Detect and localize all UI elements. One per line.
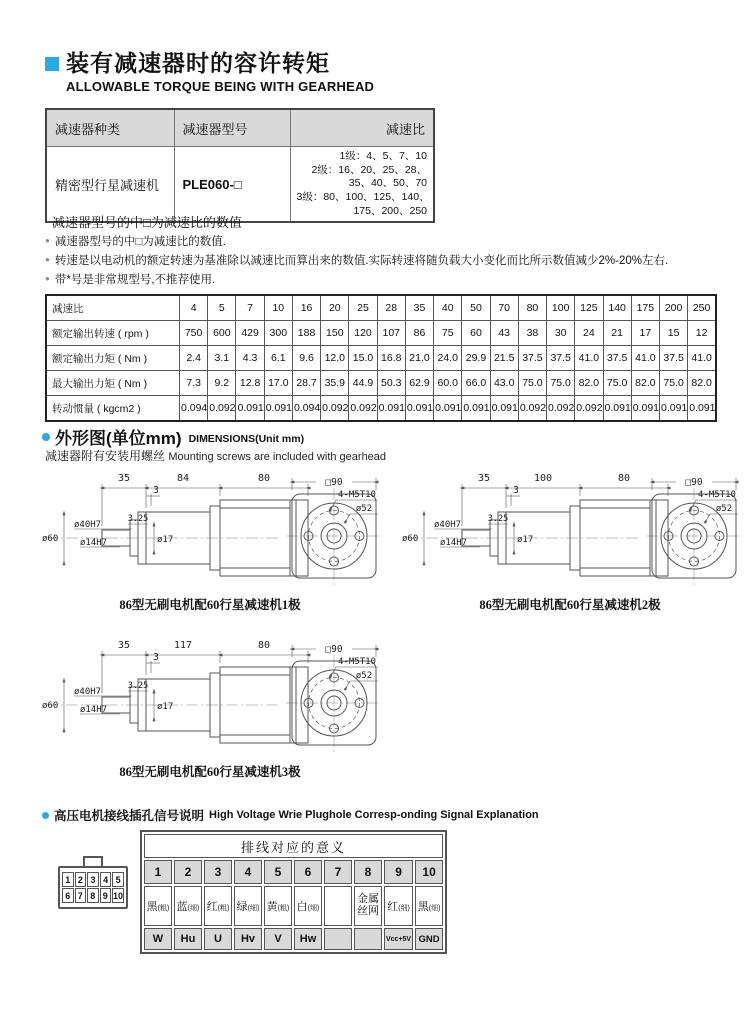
wire-thickness-note: (粗): [157, 905, 170, 912]
spec-value-cell: 80: [518, 295, 546, 321]
signal-cell: U: [204, 928, 232, 950]
wire-color-cell: [144, 886, 172, 926]
dia-pilot-label: ø40H7: [434, 520, 462, 530]
gearhead-model-cell: PLE060-□: [174, 147, 290, 223]
signal-cell: Hu: [174, 928, 202, 950]
centerlines: [406, 488, 740, 586]
wiring-section-heading: [42, 806, 539, 824]
connector-diagram: [58, 856, 128, 909]
note-item: [45, 233, 668, 252]
wire-color-cell: [354, 886, 382, 926]
pin-number-cell: 4: [234, 860, 262, 884]
dia-housing-label: ø60: [42, 534, 59, 544]
pin-number-cell: 8: [354, 860, 382, 884]
spec-value-cell: 50: [462, 295, 490, 321]
drawing-3-stage: [40, 633, 380, 780]
signal-row: [144, 928, 443, 950]
spec-value-cell: 41.0: [575, 346, 603, 371]
dimension-labels: [402, 473, 736, 548]
spec-value-cell: 28.7: [292, 371, 320, 396]
spec-value-cell: 7.3: [180, 371, 208, 396]
spec-row-ratio: [46, 295, 716, 321]
spec-row-rated-torque: [46, 346, 716, 371]
bullet-icon: ●: [45, 236, 50, 245]
col-header-type: 减速器种类: [46, 109, 174, 147]
dimension-drawing-3: [40, 633, 380, 759]
dimension-labels: [42, 640, 376, 715]
dia-output-label: ø17: [157, 535, 174, 545]
signal-cell: Hw: [294, 928, 322, 950]
dimensions-title-en: DIMENSIONS(Unit mm): [188, 432, 305, 445]
spec-value-cell: 0.091: [434, 396, 462, 422]
connector-pin: 6: [62, 888, 74, 903]
spec-value-cell: 0.092: [575, 396, 603, 422]
spec-value-cell: 37.5: [659, 346, 687, 371]
note-text: 带*号是非常规型号,不推荐使用.: [54, 274, 216, 286]
gearhead-model-table: [45, 108, 435, 223]
dia-shaft-label: ø14H7: [440, 538, 468, 548]
spec-value-cell: 0.091: [688, 396, 716, 422]
wire-thickness-note: (细): [187, 905, 200, 912]
wire-color-cell: [264, 886, 292, 926]
col-header-model: 减速器型号: [174, 109, 290, 147]
spec-value-cell: 0.092: [518, 396, 546, 422]
pin-number-cell: 1: [144, 860, 172, 884]
connector-tab: [83, 856, 103, 866]
spec-value-cell: 150: [321, 321, 349, 346]
spec-value-cell: 75.0: [603, 371, 631, 396]
spec-value-cell: 0.092: [547, 396, 575, 422]
wire-color-label: 红: [206, 901, 218, 913]
connector-pin: 4: [100, 872, 112, 887]
signal-cell: [354, 928, 382, 950]
ratio-line: 35、40、50、70: [348, 177, 427, 190]
wire-color-label: 白: [296, 901, 308, 913]
ratio-line: 2级：16、20、25、28、: [311, 163, 427, 176]
spec-value-cell: 21: [603, 321, 631, 346]
spec-row-label: 额定输出转速 ( rpm ): [46, 321, 180, 346]
spec-value-cell: 66.0: [462, 371, 490, 396]
wire-color-label: 黄: [266, 901, 278, 913]
square-size-label: □90: [325, 644, 343, 655]
ratio-line: 175、200、250: [353, 204, 427, 217]
spec-value-cell: 12.0: [321, 346, 349, 371]
square-size-label: □90: [325, 477, 343, 488]
dim-front-label: 35: [117, 473, 131, 484]
note-text: 转速是以电动机的额定转速为基准除以减速比而算出来的数值.实际转速将随负载大小变化而比所示数值减少2%-20%左右.: [54, 255, 669, 267]
dim-front-label: 35: [477, 473, 491, 484]
drawing-2-stage: [400, 466, 740, 613]
signal-cell: [324, 928, 352, 950]
dim-shaft-len-label: 3.25: [487, 514, 509, 524]
signal-cell: W: [144, 928, 172, 950]
dia-shaft-label: ø14H7: [80, 705, 108, 715]
spec-value-cell: 188: [292, 321, 320, 346]
spec-value-cell: 75.0: [547, 371, 575, 396]
spec-value-cell: 4: [180, 295, 208, 321]
spec-value-cell: 140: [603, 295, 631, 321]
spec-value-cell: 75.0: [518, 371, 546, 396]
dia-pilot-label: ø40H7: [74, 687, 102, 697]
spec-value-cell: 12: [688, 321, 716, 346]
dim-shaft-len-label: 3.25: [127, 514, 149, 524]
pin-number-cell: 5: [264, 860, 292, 884]
ratio-line: 3级：80、100、125、140、: [296, 190, 430, 203]
spec-value-cell: 7: [236, 295, 264, 321]
connector-body: [58, 866, 128, 909]
note-text: 减速器型号的中□为减速比的数值.: [54, 236, 226, 248]
wire-color-cell: [204, 886, 232, 926]
spec-value-cell: 75.0: [659, 371, 687, 396]
dia-output-label: ø17: [157, 702, 174, 712]
dia-output-label: ø17: [517, 535, 534, 545]
wire-color-cell: [415, 886, 443, 926]
dim-body-label: 100: [533, 473, 553, 484]
dia-shaft-label: ø14H7: [80, 538, 108, 548]
spec-value-cell: 43.0: [490, 371, 518, 396]
spec-value-cell: 175: [631, 295, 659, 321]
dim-motor-label: 80: [257, 640, 271, 651]
wire-color-label: 黑: [417, 901, 429, 913]
blue-dot-icon: [42, 812, 49, 819]
wire-color-cell: [384, 886, 413, 926]
connector-pin: 2: [75, 872, 87, 887]
wiring-title-en: High Voltage Wrie Plughole Corresp-onding Signal Explanation: [209, 809, 539, 821]
spec-value-cell: 60.0: [434, 371, 462, 396]
spec-value-cell: 0.091: [264, 396, 292, 422]
title-block: [45, 50, 374, 94]
spec-value-cell: 37.5: [547, 346, 575, 371]
connector-pin: 5: [112, 872, 124, 887]
wiring-table-title: 排线对应的意义: [144, 834, 443, 858]
spec-value-cell: 0.091: [236, 396, 264, 422]
dia-pilot-label: ø40H7: [74, 520, 102, 530]
spec-value-cell: 24: [575, 321, 603, 346]
dimensions-title-cn: 外形图(单位mm): [55, 429, 182, 448]
spec-value-cell: 6.1: [264, 346, 292, 371]
pin-number-cell: 7: [324, 860, 352, 884]
spec-value-cell: 0.091: [490, 396, 518, 422]
spec-value-cell: 37.5: [603, 346, 631, 371]
spec-row-rated-speed: [46, 321, 716, 346]
signal-cell: Hv: [234, 928, 262, 950]
dim-motor-label: 80: [617, 473, 631, 484]
spec-value-cell: 12.8: [236, 371, 264, 396]
wire-color-cell: [294, 886, 322, 926]
dimension-labels: [42, 473, 376, 548]
spec-value-cell: 3.1: [208, 346, 236, 371]
square-size-label: □90: [685, 477, 703, 488]
dim-step-label: 3: [512, 485, 520, 496]
spec-value-cell: 10: [264, 295, 292, 321]
spec-value-cell: 0.091: [405, 396, 433, 422]
spec-value-cell: 35.9: [321, 371, 349, 396]
bolt-spec-label: 4-M5T10: [698, 490, 736, 500]
connector-row-bottom: [62, 888, 124, 903]
torque-spec-table: [45, 294, 717, 422]
wire-thickness-note: (粗): [217, 905, 230, 912]
spec-value-cell: 120: [349, 321, 377, 346]
wire-thickness-note: (粗): [277, 905, 290, 912]
dim-body-label: 117: [173, 640, 193, 651]
wire-color-cell: [324, 886, 352, 926]
pin-number-cell: 3: [204, 860, 232, 884]
col-header-ratio: 减速比: [290, 109, 434, 147]
table-row: [46, 147, 434, 223]
spec-value-cell: 35: [405, 295, 433, 321]
blue-dot-icon: [42, 433, 50, 441]
spec-value-cell: 200: [659, 295, 687, 321]
wiring-table: [140, 830, 447, 954]
spec-value-cell: 0.091: [603, 396, 631, 422]
pin-number-row: [144, 860, 443, 884]
spec-value-cell: 429: [236, 321, 264, 346]
page-title-en: ALLOWABLE TORQUE BEING WITH GEARHEAD: [66, 78, 375, 94]
drawing-caption: 86型无刷电机配60行星减速机1极: [119, 598, 301, 612]
wire-thickness-note: (细): [428, 905, 441, 912]
spec-value-cell: 38: [518, 321, 546, 346]
spec-row-label: 转动惯量 ( kgcm2 ): [46, 396, 180, 422]
wiring-title-cn: 高压电机接线插孔信号说明: [54, 809, 205, 823]
drawing-caption: 86型无刷电机配60行星减速机3极: [119, 765, 301, 779]
spec-value-cell: 21.0: [405, 346, 433, 371]
pin-number-cell: 6: [294, 860, 322, 884]
drawing-caption: 86型无刷电机配60行星减速机2极: [479, 598, 661, 612]
note-item: [45, 271, 668, 290]
connector-pin: 7: [75, 888, 87, 903]
wire-color-label: 红: [387, 901, 399, 913]
spec-row-max-torque: [46, 371, 716, 396]
spec-value-cell: 250: [688, 295, 716, 321]
bullet-icon: ●: [45, 255, 50, 264]
spec-row-label: 额定输出力矩 ( Nm ): [46, 346, 180, 371]
wire-color-label: 黑: [146, 901, 158, 913]
spec-value-cell: 21.5: [490, 346, 518, 371]
spec-value-cell: 25: [349, 295, 377, 321]
wire-color-label: 蓝: [176, 901, 188, 913]
pin-number-cell: 10: [415, 860, 443, 884]
blue-square-icon: [45, 57, 59, 71]
connector-row-top: [62, 872, 124, 887]
spec-value-cell: 40: [434, 295, 462, 321]
spec-value-cell: 70: [490, 295, 518, 321]
dimension-drawing-1: [40, 466, 380, 592]
spec-value-cell: 29.9: [462, 346, 490, 371]
spec-value-cell: 0.094: [180, 396, 208, 422]
spec-row-label: 减速比: [46, 295, 180, 321]
dimensions-subtitle-en: Mounting screws are included with gearhead: [168, 451, 387, 463]
spec-value-cell: 17: [631, 321, 659, 346]
signal-cell: Vcc+5V: [384, 928, 413, 950]
dimension-drawing-2: [400, 466, 740, 592]
spec-value-cell: 16: [292, 295, 320, 321]
dimensions-subtitle: [45, 447, 386, 464]
bullet-icon: ●: [45, 274, 50, 283]
dim-step-label: 3: [152, 485, 160, 496]
wire-color-cell: [174, 886, 202, 926]
spec-value-cell: 600: [208, 321, 236, 346]
spec-value-cell: 0.092: [349, 396, 377, 422]
spec-value-cell: 60: [462, 321, 490, 346]
page-title: 装有减速器时的容许转矩: [66, 50, 330, 76]
spec-row-inertia: [46, 396, 716, 422]
bolt-circle-label: ø52: [715, 504, 733, 514]
spec-value-cell: 62.9: [405, 371, 433, 396]
wiring-table-title-row: [144, 834, 443, 858]
dimensions-subtitle-cn: 减速器附有安装用螺丝: [45, 449, 166, 463]
connector-pin: 3: [87, 872, 99, 887]
note-item: [45, 252, 668, 271]
dim-step-label: 3: [152, 652, 160, 663]
spec-value-cell: 15: [659, 321, 687, 346]
spec-value-cell: 300: [264, 321, 292, 346]
dimensions-section-heading: [42, 424, 304, 449]
wire-color-row: [144, 886, 443, 926]
drawings-row: [40, 466, 740, 613]
spec-value-cell: 24.0: [434, 346, 462, 371]
spec-value-cell: 75: [434, 321, 462, 346]
spec-value-cell: 0.094: [292, 396, 320, 422]
centerlines: [46, 488, 380, 586]
spec-value-cell: 0.092: [321, 396, 349, 422]
spec-value-cell: 86: [405, 321, 433, 346]
spec-value-cell: 20: [321, 295, 349, 321]
notes-list: [45, 233, 668, 290]
spec-value-cell: 30: [547, 321, 575, 346]
spec-value-cell: 41.0: [688, 346, 716, 371]
wire-color-cell: [234, 886, 262, 926]
spec-value-cell: 82.0: [575, 371, 603, 396]
spec-value-cell: 50.3: [377, 371, 405, 396]
spec-value-cell: 44.9: [349, 371, 377, 396]
dim-motor-label: 80: [257, 473, 271, 484]
spec-value-cell: 9.6: [292, 346, 320, 371]
spec-value-cell: 43: [490, 321, 518, 346]
bolt-circle-label: ø52: [355, 504, 373, 514]
spec-value-cell: 41.0: [631, 346, 659, 371]
spec-value-cell: 37.5: [518, 346, 546, 371]
spec-value-cell: 9.2: [208, 371, 236, 396]
spec-value-cell: 0.091: [377, 396, 405, 422]
spec-value-cell: 125: [575, 295, 603, 321]
spec-value-cell: 16.8: [377, 346, 405, 371]
spec-value-cell: 0.091: [659, 396, 687, 422]
spec-value-cell: 0.092: [208, 396, 236, 422]
spec-value-cell: 5: [208, 295, 236, 321]
spec-value-cell: 0.091: [631, 396, 659, 422]
connector-pin: 10: [112, 888, 124, 903]
pin-number-cell: 2: [174, 860, 202, 884]
spec-value-cell: 17.0: [264, 371, 292, 396]
bolt-spec-label: 4-M5T10: [338, 657, 376, 667]
spec-row-label: 最大输出力矩 ( Nm ): [46, 371, 180, 396]
spec-value-cell: 100: [547, 295, 575, 321]
dia-housing-label: ø60: [42, 701, 59, 711]
pin-number-cell: 9: [384, 860, 413, 884]
spec-value-cell: 15.0: [349, 346, 377, 371]
spec-value-cell: 28: [377, 295, 405, 321]
connector-pin: 9: [100, 888, 112, 903]
spec-value-cell: 82.0: [688, 371, 716, 396]
bolt-circle-label: ø52: [355, 671, 373, 681]
spec-value-cell: 0.091: [462, 396, 490, 422]
drawing-1-stage: [40, 466, 380, 613]
wire-color-label: 绿: [236, 901, 248, 913]
signal-cell: V: [264, 928, 292, 950]
spec-value-cell: 82.0: [631, 371, 659, 396]
dim-front-label: 35: [117, 640, 131, 651]
wire-thickness-note: (细): [247, 905, 260, 912]
centerlines: [46, 655, 380, 753]
dim-body-label: 84: [176, 473, 190, 484]
bolt-spec-label: 4-M5T10: [338, 490, 376, 500]
dim-shaft-len-label: 3.25: [127, 681, 149, 691]
dia-housing-label: ø60: [402, 534, 419, 544]
signal-cell: GND: [415, 928, 443, 950]
wire-thickness-note: (细): [307, 905, 320, 912]
model-table-caption: 减速器型号的中□为减速比的数值: [52, 215, 242, 230]
spec-value-cell: 4.3: [236, 346, 264, 371]
ratio-line: 1级：4、5、7、10: [339, 150, 427, 162]
wire-color-label: 金属丝网: [357, 892, 379, 918]
spec-value-cell: 2.4: [180, 346, 208, 371]
gearhead-ratio-cell: [290, 147, 434, 223]
wire-thickness-note: (细): [398, 905, 410, 912]
spec-value-cell: 107: [377, 321, 405, 346]
gearhead-type-cell: 精密型行星减速机: [46, 147, 174, 223]
spec-value-cell: 750: [180, 321, 208, 346]
connector-pin: 8: [87, 888, 99, 903]
connector-pin: 1: [62, 872, 74, 887]
